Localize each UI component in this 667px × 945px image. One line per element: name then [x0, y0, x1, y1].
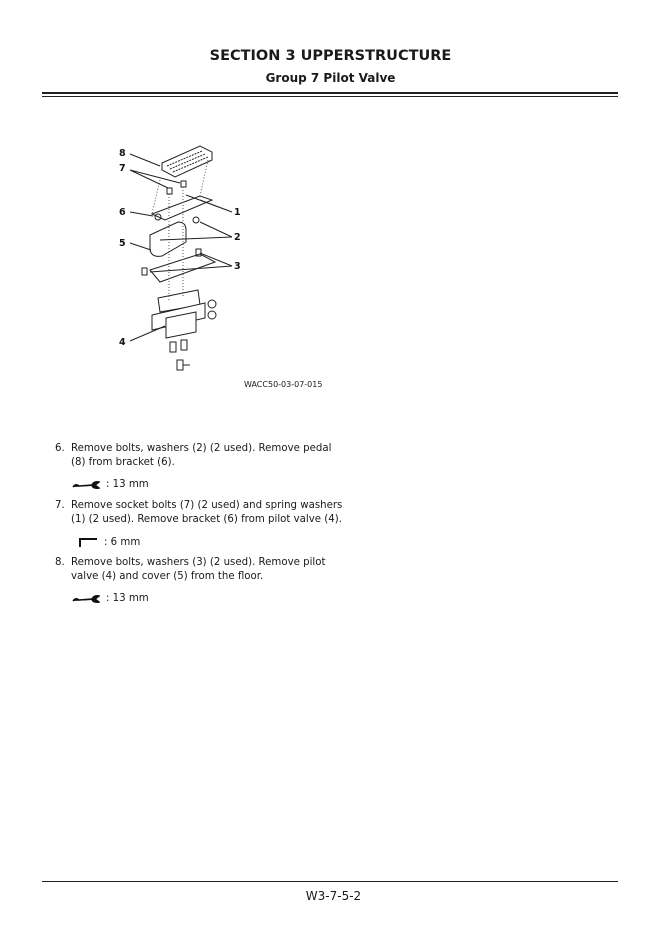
step-8 [55, 556, 345, 584]
tool-size: : 6 mm [104, 536, 141, 548]
pilot-valve-exploded-diagram [0, 0, 667, 400]
footer-rule [42, 881, 618, 882]
page-number: W3-7-5-2 [305, 889, 362, 903]
step-text: Remove bolts, washers (2) (2 used). Remove pedal (8) from bracket (6). [71, 443, 332, 468]
pedal-part [162, 146, 212, 177]
wrench-icon [72, 480, 100, 490]
hex-key-icon [78, 536, 98, 548]
figure-caption: WACC50-03-07-015 [244, 380, 323, 389]
step-number: 7. [55, 500, 65, 511]
step-6 [55, 442, 345, 470]
step-7 [55, 499, 345, 527]
label-5: 5 [119, 238, 126, 249]
label-3: 3 [234, 261, 241, 272]
tool-size: : 13 mm [106, 593, 149, 604]
step-text: Remove socket bolts (7) (2 used) and spring washers (1) (2 used). Remove bracket (6) from pilot valve (4). [71, 500, 343, 525]
label-8: 8 [119, 148, 126, 159]
step-number: 6. [55, 443, 65, 454]
step-text: Remove bolts, washers (3) (2 used). Remove pilot valve (4) and cover (5) from the floor. [71, 557, 326, 582]
tool-spec [72, 479, 149, 490]
group-title: Group 7 Pilot Valve [265, 71, 396, 85]
label-7: 7 [119, 163, 126, 174]
tool-spec [78, 536, 140, 548]
wrench-icon [72, 594, 100, 604]
tool-size: : 13 mm [106, 479, 149, 490]
tool-spec [72, 593, 149, 604]
label-4: 4 [119, 337, 126, 348]
section-title: SECTION 3 UPPERSTRUCTURE [209, 48, 452, 64]
label-1: 1 [234, 207, 241, 218]
label-6: 6 [119, 207, 126, 218]
label-2: 2 [234, 232, 241, 243]
step-number: 8. [55, 557, 65, 568]
